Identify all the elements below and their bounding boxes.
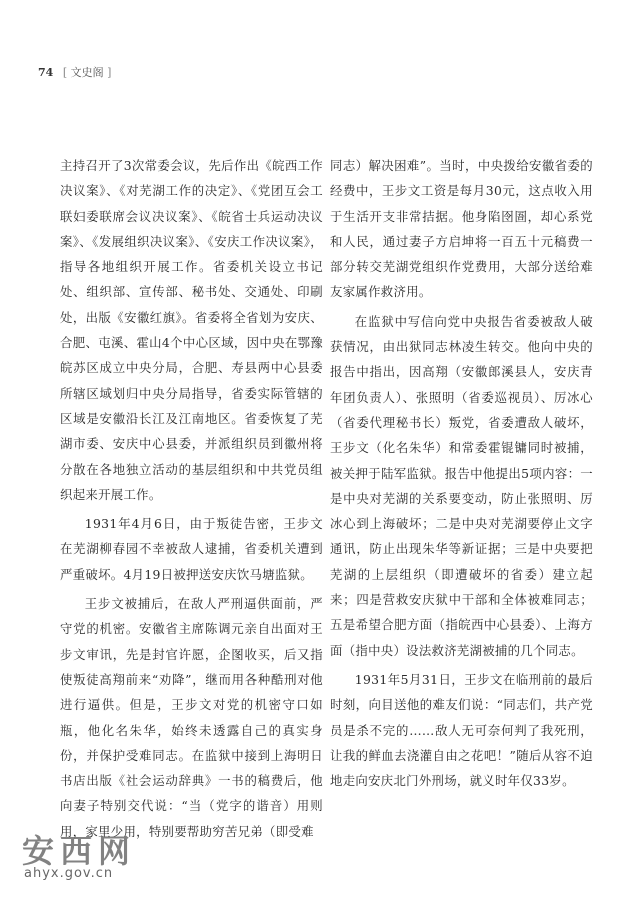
paragraph: 1931年4月6日，由于叛徒告密，王步文在芜湖柳春园不幸被敌人逮捕，省委机关遭到严重破坏。4月19日被押送安庆饮马塘监狱。 bbox=[60, 516, 323, 582]
watermark-url: ahyx.gov.cn bbox=[24, 866, 114, 881]
watermark-logo: 安西网 bbox=[22, 832, 137, 870]
paragraph: 主持召开了3次常委会议，先后作出《皖西工作决议案》、《对芜湖工作的决定》、《党团互会工联妇委联席会议决议案》、《皖省士兵运动决议案》、《发展组织决议案》、《安庆工作决议案》，指导各地组织开展工作。省委机关设立书记处、组织部、宣传部、秘书处、交通处、印刷处，出版《安徽红旗》。省委将全省划为安庆、合肥、屯溪、霍山4个中心区域，因中央在鄂豫皖苏区成立中央分局，合肥、寿县两中心县委所辖区域划归中央分局指导，省委实际管辖的区域是安徽沿长江及江南地区。省委恢复了芜湖市委、安庆中心县委，并派组织员到徽州将分散在各地独立活动的基层组织和中共党员组织起来开展工作。 bbox=[60, 158, 323, 502]
page-number: 74 bbox=[38, 66, 54, 79]
left-column bbox=[60, 153, 323, 848]
paragraph: 同志）解决困难”。当时，中央拨给安徽省委的经费中，王步文工资是每月30元，这点收入用于生活开支非常拮据。他身陷囹圄，却心系党和人民，通过妻子方启坤将一百五十元稿费一部分转交芜湖党组织作党费用，大部分送给难友家属作救济用。 bbox=[330, 158, 593, 300]
paragraph: 1931年5月31日，王步文在临刑前的最后时刻，向目送他的难友们说：“同志们，共产党员是杀不完的……敌人无可奈何判了我死刑，让我的鲜血去浇灌自由之花吧！”随后从容不迫地走向安庆北门外刑场，就义时年仅33岁。 bbox=[330, 671, 593, 789]
paragraph: 在监狱中写信向党中央报告省委被敌人破获情况，由出狱同志林凌生转交。他向中央的报告中指出，因高翔（安徽郎溪县人，安庆青年团负责人）、张照明（省委巡视员）、厉冰心（省委代理秘书长）叛党，省委遭敌人破坏，王步文（化名朱华）和常委霍锟镛同时被捕，被关押于陆军监狱。报告中他提出5项内容：一是中央对芜湖的关系要变动，防止张照明、厉冰心到上海破坏；二是中央对芜湖要停止文字通讯，防止出现朱华等新证据；三是中央要把芜湖的上层组织（即遭破坏的省委）建立起来；四是营救安庆狱中干部和全体被难同志；五是希望合肥方面（指皖西中心县委）、上海方面（指中央）设法救济芜湖被捕的几个同志。 bbox=[330, 313, 593, 658]
section-bracket-close: ] bbox=[107, 66, 112, 79]
paragraph: 王步文被捕后，在敌人严刑逼供面前，严守党的机密。安徽省主席陈调元亲自出面对王步文审讯，先是封官许愿，企图收买，后又指使叛徒高翔前来“劝降”，继而用各种酷刑对他进行逼供。但是，王步文对党的机密守口如瓶，他化名朱华，始终未透露自己的真实身份，并保护受难同志。在监狱中接到上海明日书店出版《社会运动辞典》一书的稿费后，他向妻子特别交代说：“当（党字的谐音）用则用，家里少用，特别要帮助穷苦兄弟（即受难 bbox=[60, 596, 323, 839]
right-column bbox=[330, 153, 593, 797]
section-title: 文史阁 bbox=[70, 66, 104, 79]
section-bracket-open: [ bbox=[62, 66, 68, 79]
running-header bbox=[38, 64, 111, 80]
